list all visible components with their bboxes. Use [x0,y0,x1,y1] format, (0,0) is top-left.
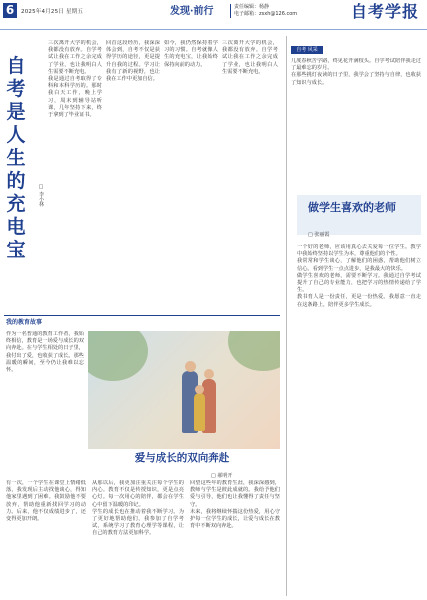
figure-head [204,369,214,379]
story-paragraph: 回望这些年的教育生涯，我深深感到，教师与学生是彼此成就的。我给予他们爱与引导，他们也让我懂得了责任与坚守。 [190,480,280,508]
column-label: 自考 风采 [291,46,323,54]
feature-paragraph: 我是通过自考取得了专科和本科学历的。那时我白天工作，晚上学习，周末到辅导站听课，几年坚持下来，终于拿到了毕业证书。 [48,76,102,119]
top-right-paragraph: 在那些挑灯夜读的日子里，我学会了坚持与自律，也收获了知识与成长。 [291,72,421,86]
tree-shape [228,331,280,371]
story-paragraph: 从那以后，我更加注重关注每个学生的内心。教育不仅是传授知识，更是点亮心灯。每一次用心的陪伴，都会在学生心中留下温暖的印记。 [92,480,184,508]
sidebar-paragraph: 一个好的老师，应该用真心去关爱每一位学生。教学中我始终坚持以学生为本，尊重他们的个性。 [297,244,421,258]
sidebar-article [297,244,421,544]
editor-info [230,4,297,18]
story-paragraph: 学生的成长也在推动着我不断学习。为了更好地帮助他们，我参加了自学考试，系统学习了教育心理学等课程，让自己的教育方法更加科学。 [92,508,184,537]
sidebar-title: 做学生喜欢的老师 [308,201,396,214]
feature-paragraph: 回首这段经历，我深深体会到，自考不仅是获得学历的途径，更是提升自我的过程。学习让我有了新的视野，也让我在工作中更加自信。 [106,40,160,83]
story-col-1 [6,480,86,595]
story-section-label: 我的教育故事 [6,319,43,326]
section-title: 发现·前行 [170,6,214,17]
story-left-col [6,331,84,476]
feature-title: 自考是人生的充电宝 [6,55,26,261]
column-divider [286,36,287,596]
figure-head [185,361,196,372]
feature-col-1 [48,40,102,310]
feature-paragraph: 如今，我仍然保持着学习的习惯。自考就像人生的充电宝，让我始终保持向前的动力。 [164,40,218,68]
sidebar-author: □ 张丽霞 [308,232,330,238]
story-paragraph: 有一次，一个学生在课堂上情绪低落，我发现后主动找他谈心，得知他家里遇到了困难。我鼓励他不要放弃，帮助他重新找回学习的动力。后来，他不仅成绩进步了，还变得更加开朗。 [6,480,86,523]
story-section-bar [4,315,280,326]
tree-shape [88,331,148,381]
feature-paragraph: 三次离开大学的机会，我都没有放弃。自学考试让我在工作之余完成了学业，也让我明白人生需要不断充电。 [222,40,278,75]
top-right-paragraph: 几度春秋苦学路，终见花开满枝头。自学考试陪伴我走过了最难忘的岁月。 [291,58,421,72]
feature-col-3 [164,40,218,310]
editor-name: 责任编辑：杨静 [234,4,270,10]
editor-email: 电子邮箱：zsxh@126.com [234,11,298,17]
figure-head [195,385,204,394]
feature-paragraph: 三次离开大学的机会，我都没有放弃。自学考试让我在工作之余完成了学业，也让我明白人生需要不断充电。 [48,40,102,75]
feature-col-4 [222,40,278,310]
sidebar-paragraph: 做学生喜欢的老师，需要不断学习。我通过自学考试提升了自己的专业能力，也把学习的热情传递给了学生。 [297,272,421,294]
story-photo [88,331,280,449]
story-author: □ 郝明开 [211,473,233,479]
page-number: 6 [3,3,17,18]
story-col-2 [92,480,184,595]
sidebar-paragraph: 我常常和学生谈心，了解他们的困惑，帮助他们树立信心。看到学生一点点进步，是我最大的快乐。 [297,258,421,272]
figure-child [194,393,205,431]
story-col-3 [190,480,280,595]
feature-col-2 [106,40,160,310]
feature-article [4,40,280,310]
masthead: 自考学报 [350,2,419,21]
story-paragraph: 作为一名普通的教育工作者，我始终相信，教育是一场爱与成长的双向奔赴。在与学生相处的日子里，我付出了爱，也收获了成长。那些温暖的瞬间，至今仍让我难以忘怀。 [6,331,84,374]
issue-date: 2025年4月25日 星期五 [21,9,84,15]
feature-author: □ 李小林 [38,184,44,207]
sidebar-paragraph: 教书育人是一份责任，更是一份热爱。我愿意一直走在这条路上，陪伴更多学生成长。 [297,294,421,308]
page-header [0,0,427,30]
story-paragraph: 未来，我将继续怀揣这份热爱，用心守护每一位学生的成长，让爱与成长在教育中不断双向奔赴。 [190,508,280,530]
story-title: 爱与成长的双向奔赴 [134,452,230,464]
